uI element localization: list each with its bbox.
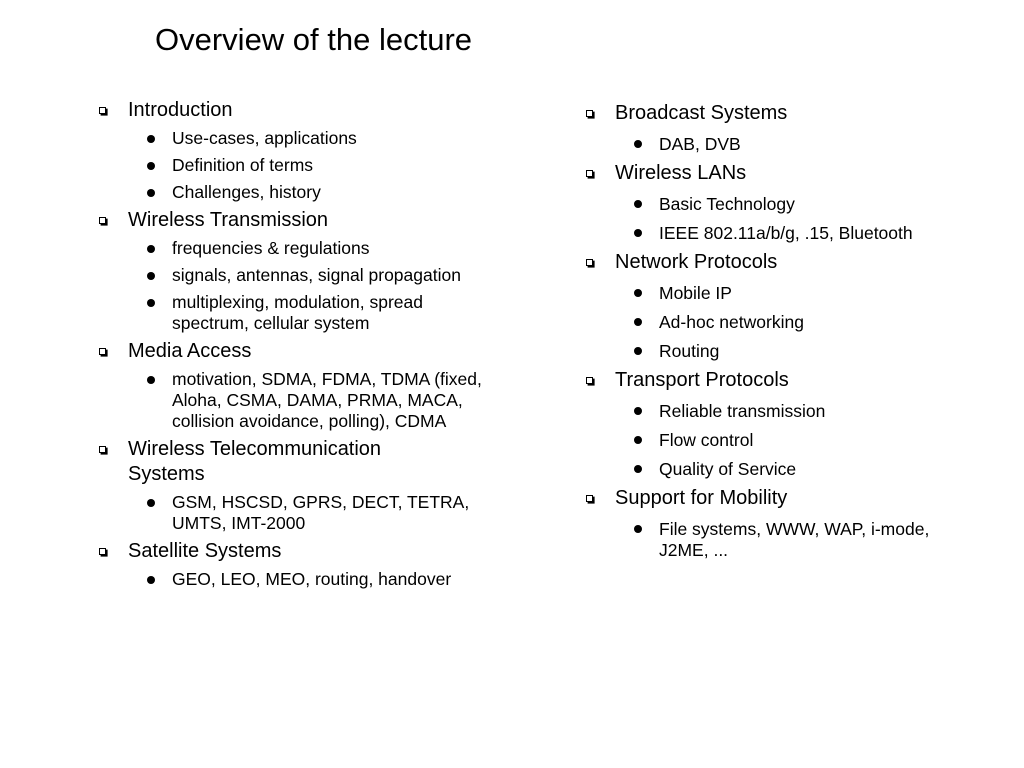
subtopic-list [615, 130, 1003, 160]
square-bullet-icon [99, 217, 106, 224]
subtopic-label: GSM, HSCSD, GPRS, DECT, TETRA, UMTS, IMT-2000 [172, 492, 470, 533]
round-bullet-icon [147, 162, 155, 170]
slide-title: Overview of the lecture [155, 22, 473, 57]
topic-support-for-mobility [583, 485, 1003, 566]
topic-media-access [96, 338, 516, 436]
subtopic-item [172, 235, 502, 262]
round-bullet-icon [147, 189, 155, 197]
square-bullet-icon [99, 107, 106, 114]
subtopic-list [128, 566, 516, 594]
topic-heading [128, 207, 448, 235]
square-bullet-icon [99, 446, 106, 453]
round-bullet-icon [634, 525, 642, 533]
topic-label: Wireless Transmission [128, 209, 329, 231]
round-bullet-icon [147, 135, 155, 143]
subtopic-list [615, 397, 1003, 485]
subtopic-item [172, 366, 502, 435]
topic-label: Media Access [128, 340, 252, 362]
subtopic-item [659, 515, 979, 565]
subtopic-label: Routing [659, 341, 720, 361]
subtopic-list [615, 190, 1003, 249]
topic-heading [615, 160, 1003, 190]
right-topic-list [583, 100, 1003, 566]
subtopic-label: Use-cases, applications [172, 128, 357, 148]
left-topic-list [96, 97, 516, 594]
topic-label: Wireless Telecommunication Systems [128, 438, 382, 485]
topic-satellite-systems [96, 538, 516, 594]
square-bullet-icon [586, 495, 593, 502]
round-bullet-icon [147, 299, 155, 307]
topic-heading [615, 485, 1003, 515]
subtopic-item [659, 219, 979, 248]
subtopic-label: IEEE 802.11a/b/g, .15, Bluetooth [659, 223, 913, 243]
topic-heading [128, 538, 448, 566]
square-bullet-icon [586, 110, 593, 117]
square-bullet-icon [586, 259, 593, 266]
round-bullet-icon [634, 200, 642, 208]
round-bullet-icon [634, 347, 642, 355]
subtopic-label: Quality of Service [659, 459, 797, 479]
subtopic-item [659, 308, 979, 337]
subtopic-label: motivation, SDMA, FDMA, TDMA (fixed, Aloha, CSMA, DAMA, PRMA, MACA, collision avoidance, polling), CDMA [172, 369, 482, 431]
round-bullet-icon [147, 245, 155, 253]
subtopic-label: DAB, DVB [659, 134, 741, 154]
topic-heading [128, 97, 448, 125]
round-bullet-icon [147, 499, 155, 507]
topic-wireless-transmission [96, 207, 516, 338]
subtopic-list [128, 235, 516, 338]
topic-wireless-lans [583, 160, 1003, 249]
topic-introduction [96, 97, 516, 207]
subtopic-item [172, 262, 502, 289]
topic-label: Wireless LANs [615, 162, 747, 184]
round-bullet-icon [634, 140, 642, 148]
subtopic-item [172, 152, 502, 179]
round-bullet-icon [634, 436, 642, 444]
subtopic-list [128, 489, 516, 538]
topic-heading [615, 100, 1003, 130]
subtopic-label: frequencies & regulations [172, 238, 370, 258]
topic-label: Satellite Systems [128, 540, 282, 562]
subtopic-label: signals, antennas, signal propagation [172, 265, 461, 285]
topic-label: Broadcast Systems [615, 102, 788, 124]
subtopic-item [659, 130, 979, 159]
square-bullet-icon [99, 348, 106, 355]
subtopic-item [172, 289, 502, 337]
topic-label: Network Protocols [615, 251, 778, 273]
subtopic-label: GEO, LEO, MEO, routing, handover [172, 569, 452, 589]
topic-broadcast-systems [583, 100, 1003, 160]
square-bullet-icon [586, 170, 593, 177]
round-bullet-icon [634, 289, 642, 297]
subtopic-label: Reliable transmission [659, 401, 826, 421]
subtopic-label: Definition of terms [172, 155, 314, 175]
subtopic-item [172, 179, 502, 206]
round-bullet-icon [634, 229, 642, 237]
square-bullet-icon [586, 377, 593, 384]
topic-label: Transport Protocols [615, 369, 789, 391]
topic-label: Introduction [128, 99, 233, 121]
subtopic-item [659, 455, 979, 484]
subtopic-list [128, 125, 516, 207]
subtopic-label: multiplexing, modulation, spread spectrum, cellular system [172, 292, 423, 333]
round-bullet-icon [634, 465, 642, 473]
topic-heading [128, 338, 448, 366]
subtopic-label: Challenges, history [172, 182, 321, 202]
subtopic-item [659, 190, 979, 219]
topic-wireless-telecommunication-systems [96, 436, 516, 538]
subtopic-item [659, 397, 979, 426]
subtopic-label: Flow control [659, 430, 754, 450]
topic-transport-protocols [583, 367, 1003, 485]
subtopic-item [172, 125, 502, 152]
round-bullet-icon [147, 576, 155, 584]
topic-heading [128, 436, 448, 489]
subtopic-item [659, 337, 979, 366]
topic-network-protocols [583, 249, 1003, 367]
subtopic-item [659, 426, 979, 455]
topic-label: Support for Mobility [615, 487, 788, 509]
subtopic-label: File systems, WWW, WAP, i-mode, J2ME, ... [659, 519, 930, 560]
subtopic-label: Ad-hoc networking [659, 312, 804, 332]
round-bullet-icon [147, 376, 155, 384]
round-bullet-icon [634, 318, 642, 326]
subtopic-label: Basic Technology [659, 194, 795, 214]
topic-heading [615, 249, 1003, 279]
subtopic-list [128, 366, 516, 436]
round-bullet-icon [634, 407, 642, 415]
subtopic-item [172, 489, 502, 537]
subtopic-list [615, 515, 1003, 566]
subtopic-item [659, 279, 979, 308]
subtopic-item [172, 566, 502, 593]
square-bullet-icon [99, 548, 106, 555]
subtopic-label: Mobile IP [659, 283, 732, 303]
topic-heading [615, 367, 1003, 397]
subtopic-list [615, 279, 1003, 367]
round-bullet-icon [147, 272, 155, 280]
